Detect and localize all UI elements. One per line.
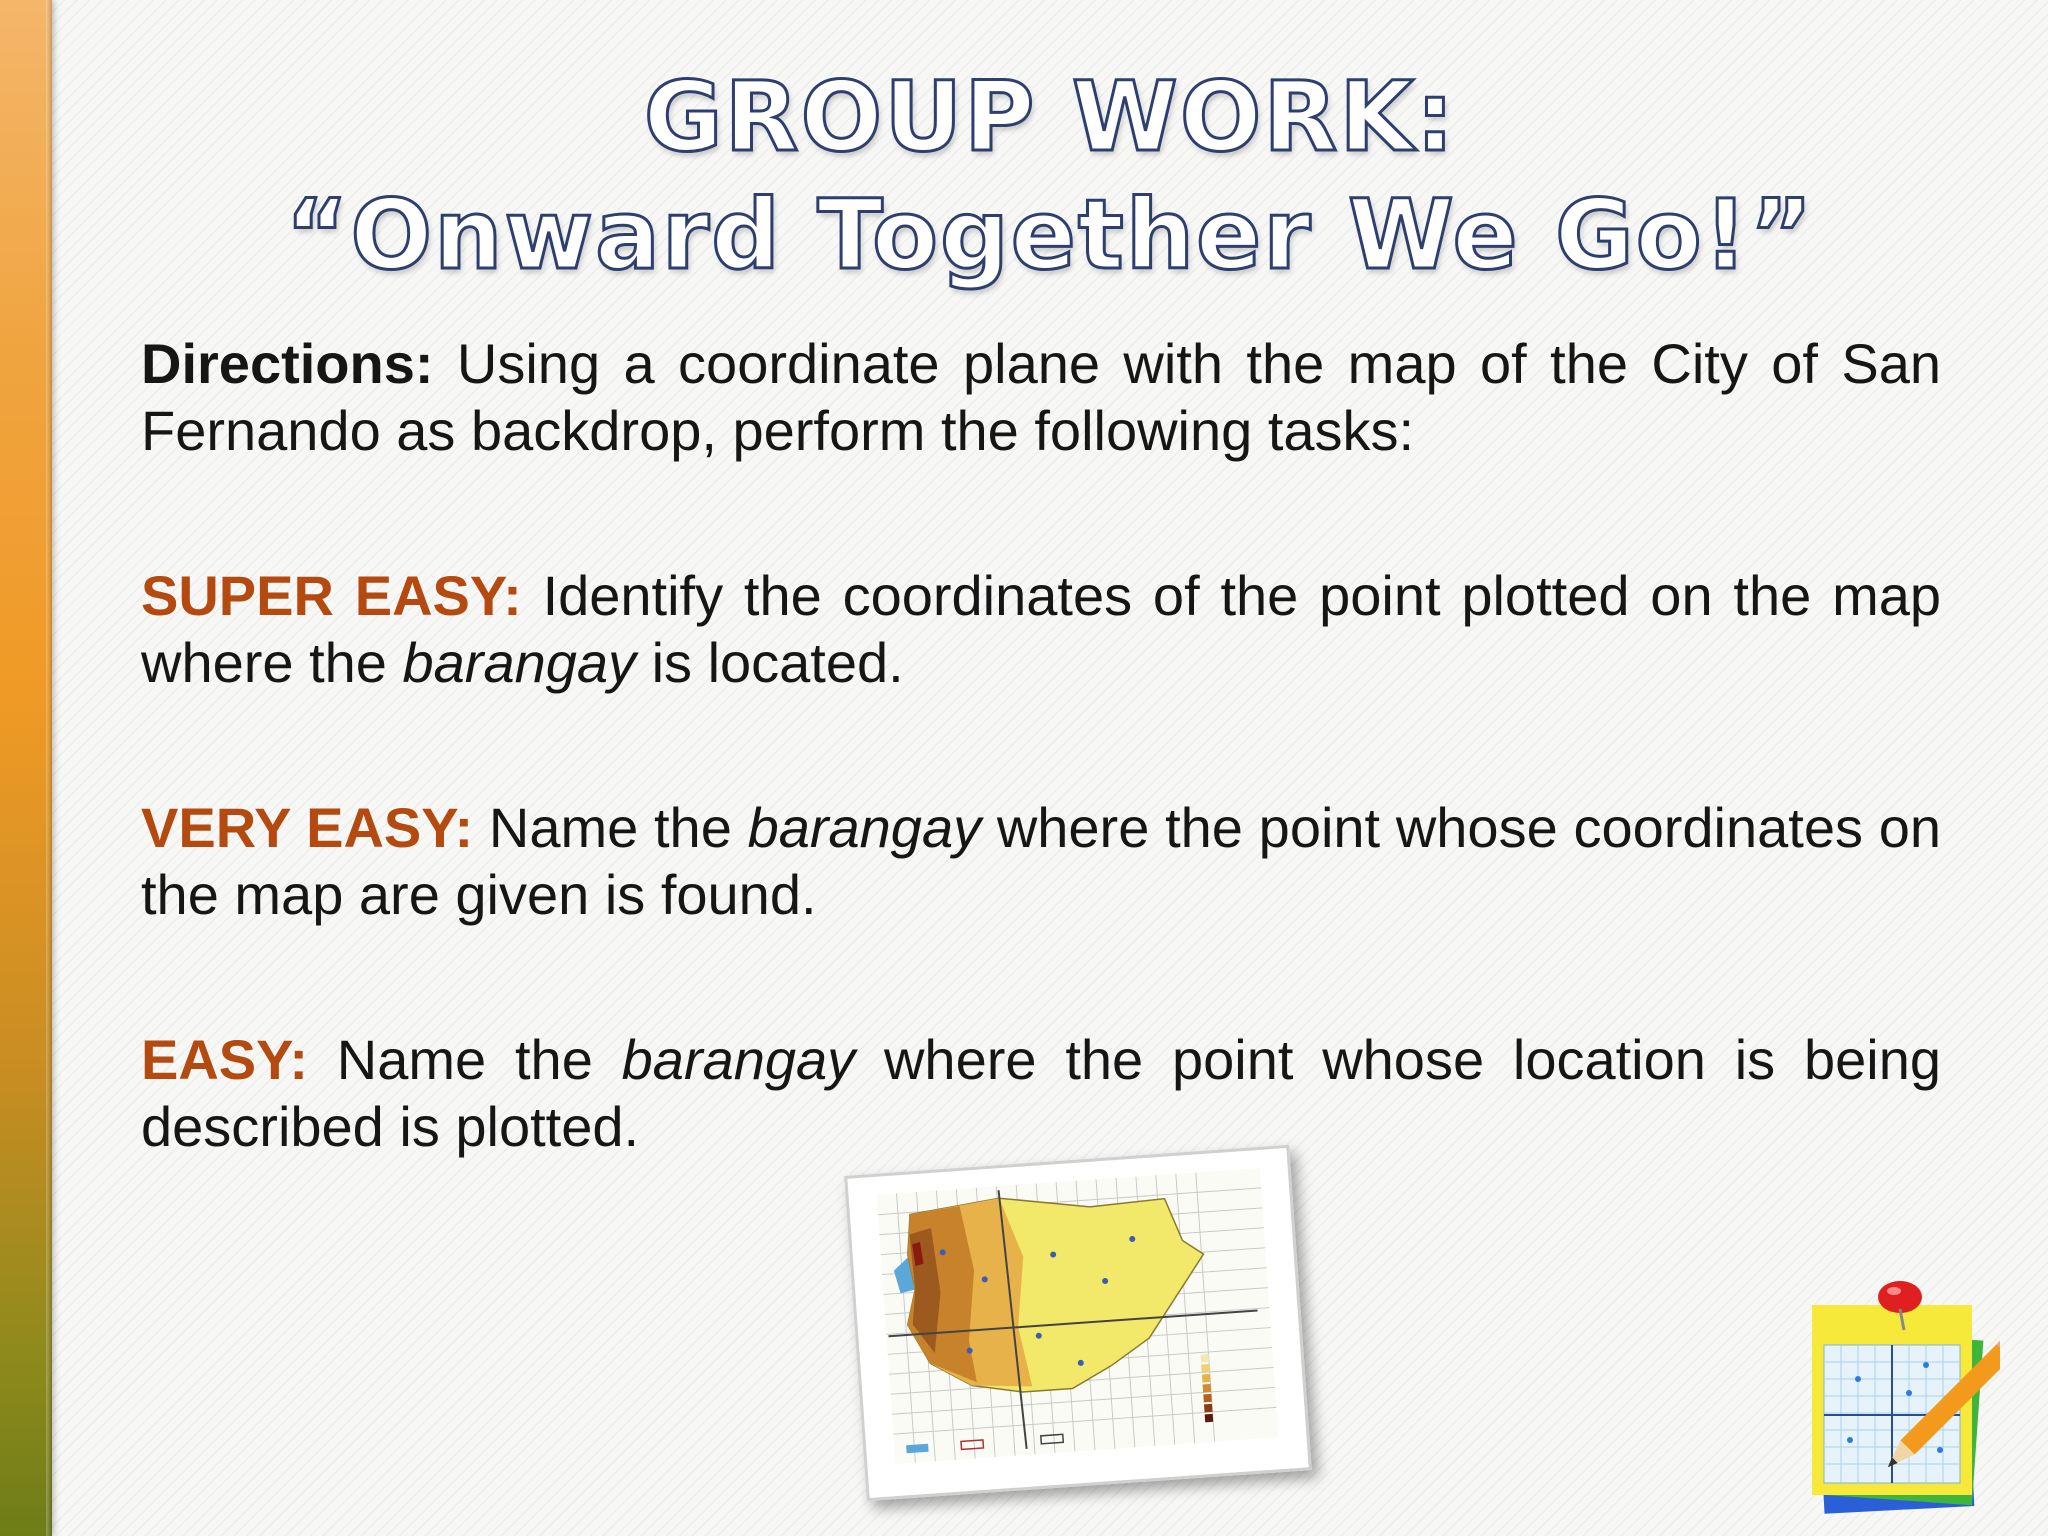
slide-body bbox=[141, 330, 1941, 1258]
task-text-end: is located. bbox=[636, 631, 904, 694]
notepad-pushpin-pencil-icon bbox=[1800, 1275, 2000, 1520]
task-super-easy bbox=[141, 562, 1941, 696]
notepad-icon bbox=[1800, 1275, 2000, 1520]
task-text-end: where the point whose location is being described is plotted. bbox=[141, 1028, 1941, 1158]
directions-text: Using a coordinate plane with the map of the City of San Fernando as backdrop, perform the following tasks: bbox=[141, 332, 1941, 462]
title-line-1: GROUP WORK: bbox=[643, 61, 1457, 173]
task-label: VERY EASY: bbox=[141, 796, 474, 859]
task-emphasis: barangay bbox=[621, 1028, 856, 1091]
map-thumbnail bbox=[844, 1145, 1312, 1501]
map-icon bbox=[847, 1148, 1308, 1498]
task-text-end: where the point whose coordinates on the map are given is found. bbox=[141, 796, 1941, 926]
task-very-easy bbox=[141, 794, 1941, 928]
task-text: Name the bbox=[473, 796, 748, 859]
title-line-2: “Onward Together We Go!” bbox=[285, 179, 1815, 291]
task-emphasis: barangay bbox=[402, 631, 637, 694]
task-emphasis: barangay bbox=[747, 796, 982, 859]
side-accent-bar bbox=[0, 0, 52, 1536]
task-label: EASY: bbox=[141, 1028, 308, 1091]
directions-paragraph bbox=[141, 330, 1941, 464]
task-text: Identify the coordinates of the point plotted on the map where the bbox=[141, 564, 1942, 694]
task-easy bbox=[141, 1026, 1941, 1160]
task-label: SUPER EASY: bbox=[141, 564, 522, 627]
slide-title bbox=[52, 58, 2048, 294]
directions-label: Directions: bbox=[141, 332, 434, 395]
task-text: Name the bbox=[308, 1028, 622, 1091]
